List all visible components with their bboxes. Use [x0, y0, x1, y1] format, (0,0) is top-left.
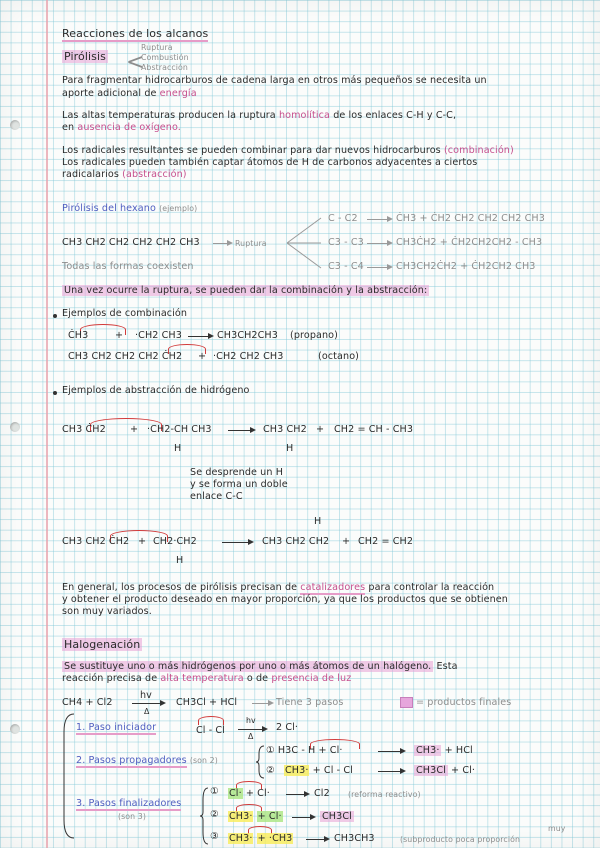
abs-r1-plus: +: [130, 424, 139, 435]
step3-brace: [200, 786, 210, 846]
step2-r2-mid: + Cl - Cl: [312, 765, 353, 776]
step2-r1-product: [414, 745, 473, 757]
paragraph-2-line-2: [62, 122, 181, 134]
halo-main-eq-left: CH4 + Cl2: [62, 697, 113, 708]
binder-hole: [10, 422, 20, 432]
halogenacion-intro-2: [62, 673, 351, 685]
steps-bracket: [62, 712, 76, 840]
p1-text: aporte adicional de: [62, 88, 157, 99]
step3-r1-prod: Cl2: [314, 788, 330, 799]
p2-text-a: Las altas temperaturas producen la ruptura: [62, 110, 276, 121]
step2-r1-arrow: [378, 751, 404, 752]
paragraph-1-line-1: Para fragmentar hidrocarburos de cadena larga en otros más pequeños se necesita un: [62, 75, 487, 86]
abs-r1-plus2: +: [316, 424, 325, 435]
paragraph-3-line-3: [62, 169, 187, 181]
p2-homolitica: homolítica: [278, 110, 331, 121]
abs-r1-left: CH3 ĊH2: [62, 424, 106, 435]
hexano-ruptura: Ruptura: [235, 239, 267, 248]
binder-hole: [10, 120, 20, 130]
after-rupture-line: [62, 285, 429, 297]
hexano-formula: CH3 CH2 CH2 CH2 CH2 CH3: [62, 237, 200, 248]
hexano-product-2: CH3ĊH2 + ĊH2CH2CH2 - CH3: [396, 237, 543, 248]
abs-note-2: y se forma un doble: [190, 479, 288, 490]
p3-text-a: Los radicales resultantes se pueden combinar para dar nuevos hidrocarburos: [62, 145, 441, 156]
step2-r1-left-text: ① H3C - H + Cl·: [266, 745, 343, 756]
p1-energy: energía: [159, 88, 197, 99]
step3-r1-num: ①: [210, 786, 219, 797]
abs-r2-plus2: +: [342, 536, 351, 547]
step3-r3-mid: + ·CH3: [257, 833, 293, 844]
step3-r1-mid: + Cl·: [245, 788, 270, 799]
step1-product: 2 Cl·: [276, 722, 299, 733]
step2-r2-left: [284, 765, 353, 777]
step3-label-text: 3. Pasos finalizadores: [76, 798, 182, 809]
step2-r2-ch3: CH3·: [285, 765, 309, 776]
step3-r1-left: [228, 788, 270, 800]
step3-r2-ch3: CH3·: [229, 811, 253, 822]
synonym-ruptura: Ruptura: [141, 43, 173, 52]
halogenacion-intro-1: [62, 661, 458, 673]
general-line-3: son muy variados.: [62, 606, 152, 617]
halogenacion-heading: [62, 639, 142, 651]
comb-r1-arrow: [188, 336, 212, 337]
abs-r1-mid: ·CH2-CH CH3: [147, 424, 212, 435]
combinacion-heading: Ejemplos de combinación: [62, 308, 188, 319]
step3-r2-arrow: [292, 817, 314, 818]
hexano-heading-text: Pirólisis del hexano: [62, 203, 156, 214]
p3-text-c: radicalarios: [62, 169, 119, 180]
step3-r3-num: ③: [210, 831, 219, 842]
comb-r1-product: CH3CH2CH3: [217, 330, 278, 341]
comb-r1-name: (propano): [290, 330, 338, 341]
step2-note: (son 2): [189, 756, 218, 765]
synonym-combustion: Combustión: [141, 53, 189, 62]
step2-r2-prod: CH3Cl: [416, 765, 446, 776]
halo-intro-c: reacción precisa de: [62, 673, 158, 684]
bullet: [53, 314, 57, 318]
comb-r2-mid: ·CH2 CH2 CH3: [213, 351, 284, 362]
step1-label-text: 1. Paso iniciador: [76, 722, 157, 733]
step1-left: Cl - Cl: [196, 725, 225, 736]
step3-r3-arrow: [306, 839, 328, 840]
abs-r2-prod1: CH3 CH2 CH2: [262, 536, 330, 547]
general-line-1: [62, 582, 494, 594]
step1-hv: hv: [246, 716, 256, 725]
abs-r1-h: H: [174, 443, 182, 454]
step2-r1-prod: CH3·: [416, 745, 440, 756]
comb-r2-left: CH3 CH2 CH2 CH2 ĊH2: [68, 351, 183, 362]
step2-brace: [256, 744, 266, 780]
abs-r2-prod-h: H: [314, 516, 322, 527]
halo-intro-a: Se sustituye uno o más hidrógenos por uno o más átomos de un halógeno.: [64, 661, 432, 672]
abs-r1-prod2: CH2 = CH - CH3: [334, 424, 414, 435]
legend-label: = productos finales: [416, 697, 512, 708]
legend-swatch: [400, 697, 413, 708]
general-catalizadores: catalizadores: [300, 582, 366, 593]
abs-r2-plus: +: [138, 536, 147, 547]
abs-r2-mid: CH2·CH2: [153, 536, 197, 547]
margin-line: [46, 0, 48, 848]
general-line-2: y obtener el producto deseado en mayor proporción, ya que los productos que se obtienen: [62, 594, 508, 605]
halo-tiene-arrow: [252, 703, 272, 704]
abs-r2-prod2: CH2 = CH2: [358, 536, 414, 547]
hexano-branch-lines: [285, 214, 325, 272]
hexano-arrow-2: [367, 243, 391, 244]
comb-r1-left: ĊH3: [68, 330, 89, 341]
step3-label: [76, 798, 181, 810]
abs-note-1: Se desprende un H: [190, 467, 284, 478]
step3-r3-prod: CH3CH3: [334, 833, 375, 844]
paragraph-1-line-2: [62, 88, 197, 100]
step2-r1-left: [266, 745, 343, 757]
hexano-bond-3: C3 - C4: [328, 261, 364, 272]
step1-arrow: [238, 729, 266, 730]
step3-r2-left: [228, 811, 283, 823]
hexano-note: (ejemplo): [159, 204, 198, 213]
pirolisis-heading: [62, 51, 108, 63]
general-text-a: En general, los procesos de pirólisis precisan de: [62, 582, 298, 593]
p2-ausencia: ausencia de oxígeno.: [77, 122, 181, 133]
hexano-bond-2: C3 - C3: [328, 237, 364, 248]
halo-presencia-luz: presencia de luz: [271, 673, 352, 684]
paragraph-2-line-1: [62, 110, 456, 122]
comb-r2-name: (octano): [318, 351, 360, 362]
halo-intro-d: o de: [246, 673, 269, 684]
step3-r3-note-text: (subproducto: [400, 835, 453, 844]
step1-label: [76, 722, 156, 734]
hexano-bond-1: C - C2: [328, 213, 358, 224]
p2-text-b: de los enlaces C-H y C-C,: [333, 110, 457, 121]
step3-r3-note-text-2: poca proporción: [455, 835, 520, 844]
hexano-arrow: [213, 243, 231, 244]
page-title: [62, 28, 208, 40]
halo-delta: Δ: [144, 707, 150, 716]
step2-label: [76, 755, 218, 767]
hexano-footer: Todas las formas coexisten: [62, 261, 194, 272]
step1-delta: Δ: [248, 732, 254, 741]
hexano-arrow-1: [367, 219, 391, 220]
step3-r3-left: [228, 833, 293, 845]
comb-r2-plus: +: [198, 351, 207, 362]
bullet: [53, 391, 57, 395]
step3-r1-cl: Cl·: [229, 788, 242, 799]
step2-r1-prod2: + HCl: [444, 745, 473, 756]
step3-r1-arrow: [286, 794, 308, 795]
hexano-product-3: CH3CH2ĊH2 + ĊH2CH2 CH3: [396, 261, 536, 272]
step2-r2-arrow: [378, 771, 404, 772]
step2-r2-num: ②: [266, 765, 275, 776]
general-text-b: para controlar la reacción: [368, 582, 495, 593]
halo-hv: hv: [140, 690, 152, 701]
abs-r1-prod-h: H: [286, 443, 294, 454]
abstraccion-heading: Ejemplos de abstracción de hidrógeno: [62, 385, 250, 396]
step3-r3-note: [400, 834, 520, 846]
synonym-abstraccion: Abstracción: [141, 63, 188, 72]
abs-r1-arrow: [228, 430, 254, 431]
p3-combinacion: (combinación): [443, 145, 514, 156]
comb-r1-plus: +: [115, 330, 124, 341]
step2-r2-prod2: + Cl·: [451, 765, 476, 776]
paragraph-3-line-1: [62, 145, 514, 157]
binder-hole: [10, 724, 20, 734]
step2-label-text: 2. Pasos propagadores: [76, 755, 187, 766]
comb-r1-mid: ·CH2 CH3: [135, 330, 182, 341]
step3-r1-note: (reforma reactivo): [348, 790, 421, 799]
step3-r2-mid: + Cl·: [257, 811, 282, 822]
title-text: Reacciones de los alcanos: [62, 27, 209, 40]
hexano-product-1: ĊH3 + ĊH2 CH2 CH2 CH2 CH3: [396, 213, 545, 224]
abs-r2-arrow: [222, 542, 252, 543]
pirolisis-heading-text: Pirólisis: [64, 50, 106, 63]
abs-r1-prod1: CH3 CH2: [263, 424, 307, 435]
hexano-heading: [62, 203, 197, 215]
abs-r2-left: CH3 CH2 ĊH2: [62, 536, 130, 547]
step2-r2-product: [414, 765, 475, 777]
step3-r2-product: [320, 811, 354, 823]
step3-r3-note-muy: muy: [548, 824, 566, 833]
brace-left: <: [126, 50, 145, 75]
hexano-arrow-3: [367, 267, 391, 268]
halo-tiene-pasos: Tiene 3 pasos: [276, 697, 344, 708]
halo-main-eq-prod: CH3Cl + HCl: [176, 697, 238, 708]
paragraph-3-line-2: Los radicales pueden también captar átomos de H de carbonos adyacentes a ciertos: [62, 157, 478, 168]
step3-note: (son 3): [118, 812, 146, 821]
p2-text-c: en: [62, 122, 75, 133]
step3-r2-num: ②: [210, 809, 219, 820]
halogenacion-heading-text: Halogenación: [64, 638, 141, 651]
abs-note-3: enlace C-C: [190, 491, 243, 502]
after-rupture-text: Una vez ocurre la ruptura, se pueden dar la combinación y la abstracción:: [64, 285, 428, 296]
abs-r2-h: H: [176, 555, 184, 566]
halo-intro-b: Esta: [436, 661, 458, 672]
step3-r2-prod: CH3Cl: [322, 811, 352, 822]
halo-alta-temperatura: alta temperatura: [160, 673, 244, 684]
p3-abstraccion: (abstracción): [122, 169, 187, 180]
step1-arrow-curl: [198, 716, 224, 725]
step3-r3-ch3: CH3·: [229, 833, 253, 844]
halo-main-arrow: [132, 703, 164, 704]
